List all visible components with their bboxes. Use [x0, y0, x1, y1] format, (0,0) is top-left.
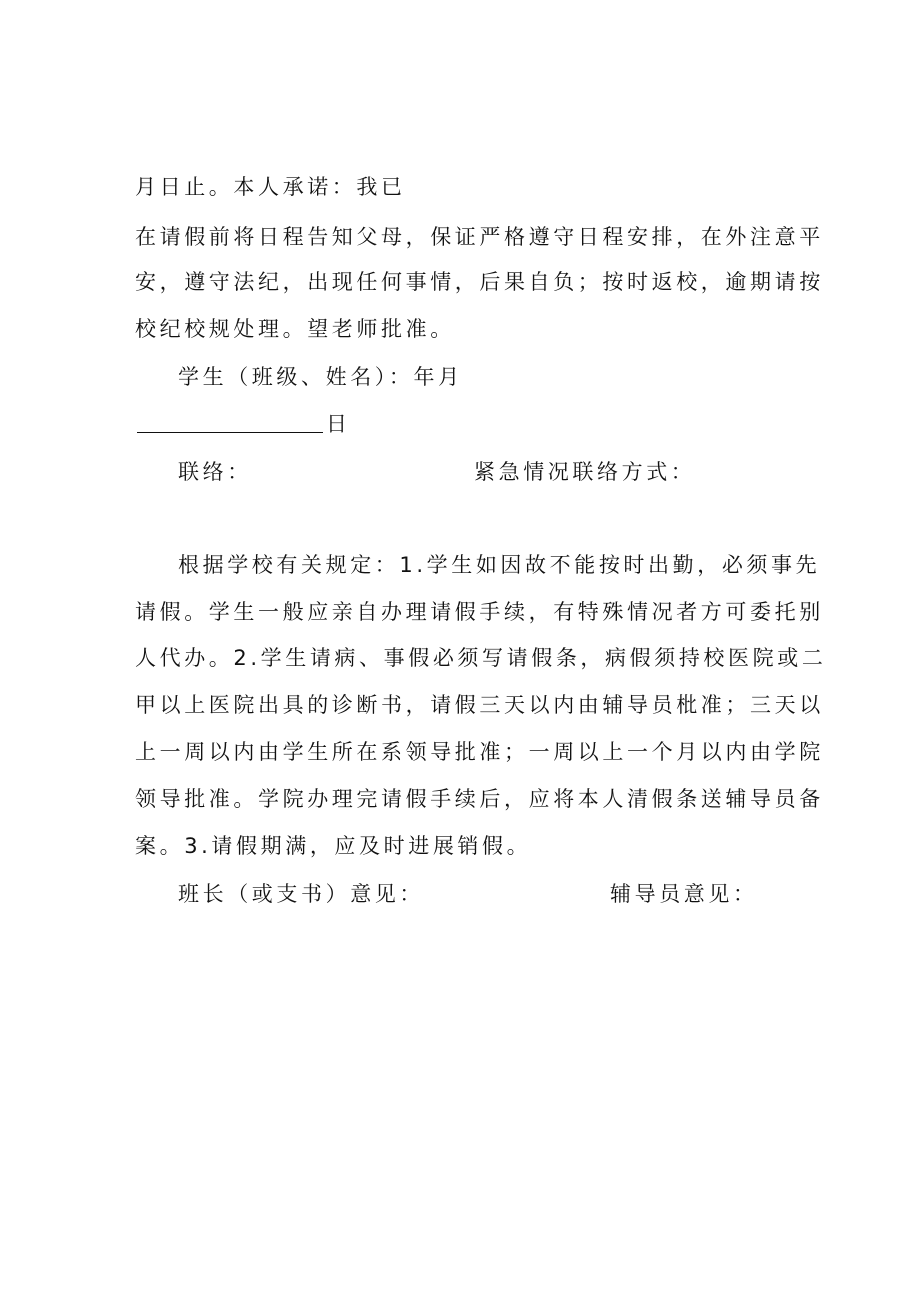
rules-line-3: 人代办。2.学生请病、事假必须写请假条，病假须持校医院或二: [135, 646, 827, 670]
commitment-line-4: 校纪校规处理。望老师批准。: [135, 317, 455, 341]
student-name-blank: [137, 432, 323, 433]
commitment-line-2: 在请假前将日程告知父母，保证严格遵守日程安排，在外注意平: [135, 225, 824, 249]
rules-line-7: 案。3.请假期满，应及时进展销假。: [135, 834, 532, 858]
rules-line-1: 根据学校有关规定：1.学生如因故不能按时出勤，必须事先: [178, 553, 821, 577]
day-label: 日: [326, 412, 347, 436]
commitment-line-1: 月日止。本人承诺：我已: [135, 175, 406, 199]
emergency-contact-label: 紧急情况联络方式：: [474, 460, 696, 484]
rules-line-6: 领导批准。学院办理完请假手续后，应将本人清假条送辅导员备: [135, 787, 824, 811]
rules-line-2: 请假。学生一般应亲自办理请假手续，有特殊情况者方可委托别: [135, 600, 824, 624]
student-info-label: 学生（班级、姓名）：年月: [178, 365, 463, 389]
rules-line-5: 上一周以内由学生所在系领导批准；一周以上一个月以内由学院: [135, 740, 824, 764]
commitment-line-3: 安，遵守法纪，出现任何事情，后果自负；按时返校，逾期请按: [135, 270, 824, 294]
counselor-opinion-label: 辅导员意见：: [610, 882, 758, 906]
monitor-opinion-label: 班长（或支书）意见：: [178, 882, 424, 906]
rules-line-4: 甲以上医院出具的诊断书，请假三天以内由辅导员枇准；三天以: [135, 693, 824, 717]
contact-label: 联络：: [178, 460, 252, 484]
